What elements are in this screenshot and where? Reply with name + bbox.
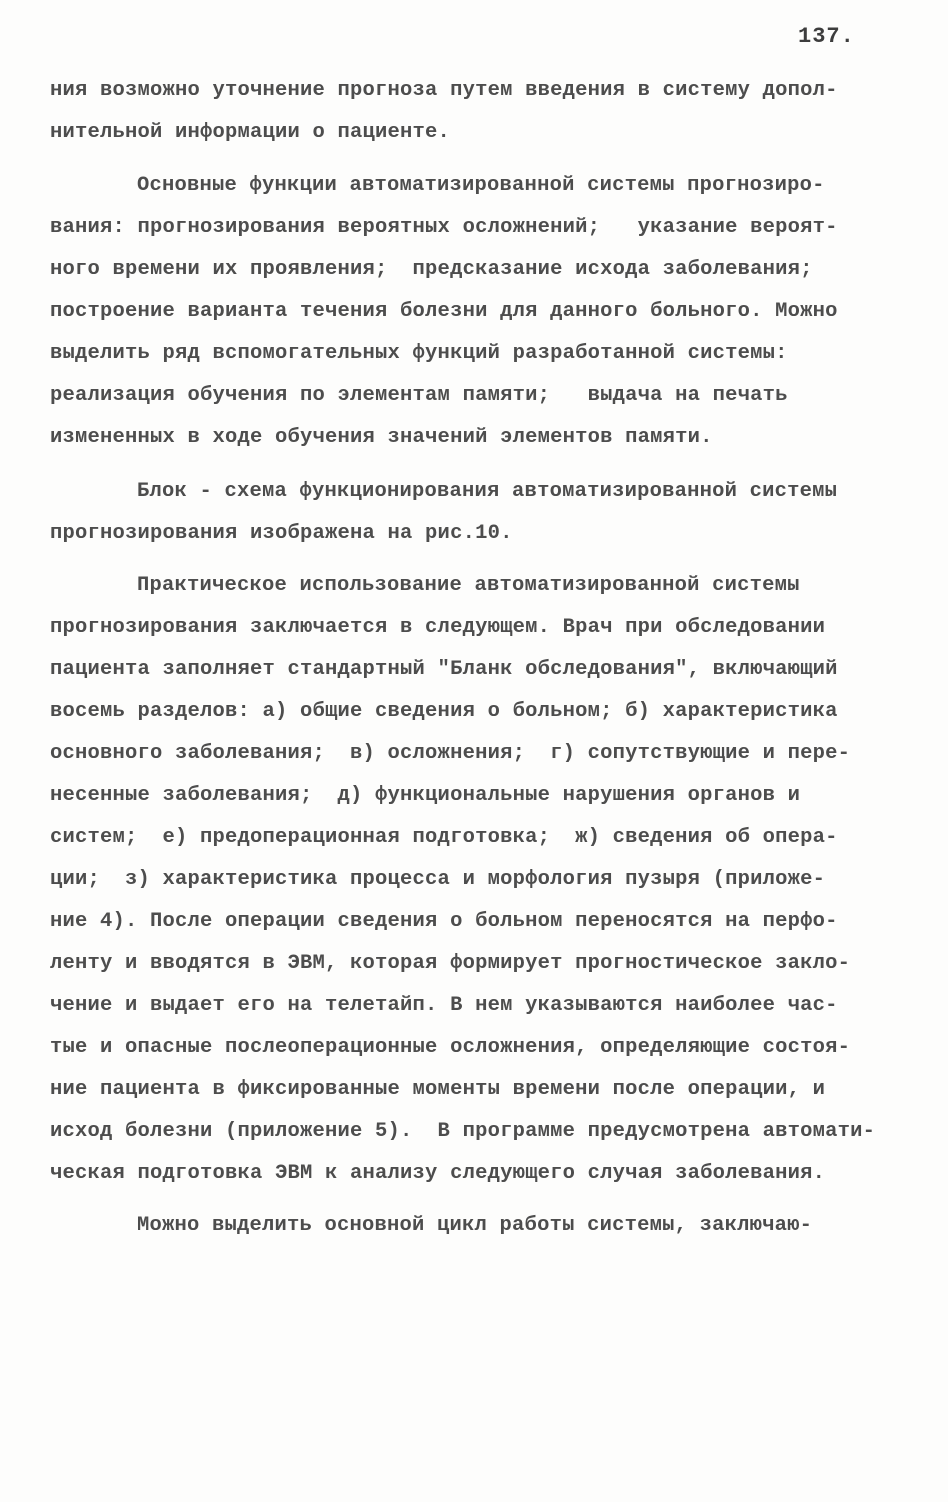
text-line: Практическое использование автоматизированной системы bbox=[137, 574, 800, 597]
text-line: систем; е) предоперационная подготовка; ж) сведения об опера- bbox=[50, 826, 838, 849]
text-line: вания: прогнозирования вероятных осложнений; указание вероят- bbox=[50, 216, 838, 239]
text-line: ции; з) характеристика процесса и морфология пузыря (приложе- bbox=[50, 868, 826, 891]
text-line: чение и выдает его на телетайп. В нем указываются наиболее час- bbox=[50, 994, 838, 1017]
text-line: Можно выделить основной цикл работы системы, заключаю- bbox=[137, 1214, 813, 1237]
text-line: основного заболевания; в) осложнения; г) сопутствующие и пере- bbox=[50, 742, 851, 765]
text-line: нительной информации о пациенте. bbox=[50, 121, 451, 144]
text-line: Блок - схема функционирования автоматизированной системы bbox=[137, 480, 838, 503]
text-line: прогнозирования изображена на рис.10. bbox=[50, 522, 513, 545]
text-line: ленту и вводятся в ЭВМ, которая формирует прогностическое закло- bbox=[50, 952, 851, 975]
text-line: пациента заполняет стандартный "Бланк обследования", включающий bbox=[50, 658, 838, 681]
text-line: исход болезни (приложение 5). В программе предусмотрена автомати- bbox=[50, 1120, 876, 1143]
text-line: ческая подготовка ЭВМ к анализу следующего случая заболевания. bbox=[50, 1162, 826, 1185]
text-line: построение варианта течения болезни для данного больного. Можно bbox=[50, 300, 838, 323]
text-line: выделить ряд вспомогательных функций разработанной системы: bbox=[50, 342, 788, 365]
text-line: реализация обучения по элементам памяти; выдача на печать bbox=[50, 384, 788, 407]
text-line: прогнозирования заключается в следующем. Врач при обследовании bbox=[50, 616, 826, 639]
text-line: Основные функции автоматизированной системы прогнозиро- bbox=[137, 174, 825, 197]
text-line: тые и опасные послеоперационные осложнения, определяющие состоя- bbox=[50, 1036, 851, 1059]
page-number: 137. bbox=[798, 24, 855, 49]
text-line: измененных в ходе обучения значений элементов памяти. bbox=[50, 426, 713, 449]
text-line: ние пациента в фиксированные моменты времени после операции, и bbox=[50, 1078, 826, 1101]
text-line: ния возможно уточнение прогноза путем введения в систему допол- bbox=[50, 79, 838, 102]
text-line: несенные заболевания; д) функциональные нарушения органов и bbox=[50, 784, 801, 807]
text-line: восемь разделов: а) общие сведения о больном; б) характеристика bbox=[50, 700, 838, 723]
text-line: ние 4). После операции сведения о больном переносятся на перфо- bbox=[50, 910, 838, 933]
text-line: ного времени их проявления; предсказание исхода заболевания; bbox=[50, 258, 813, 281]
